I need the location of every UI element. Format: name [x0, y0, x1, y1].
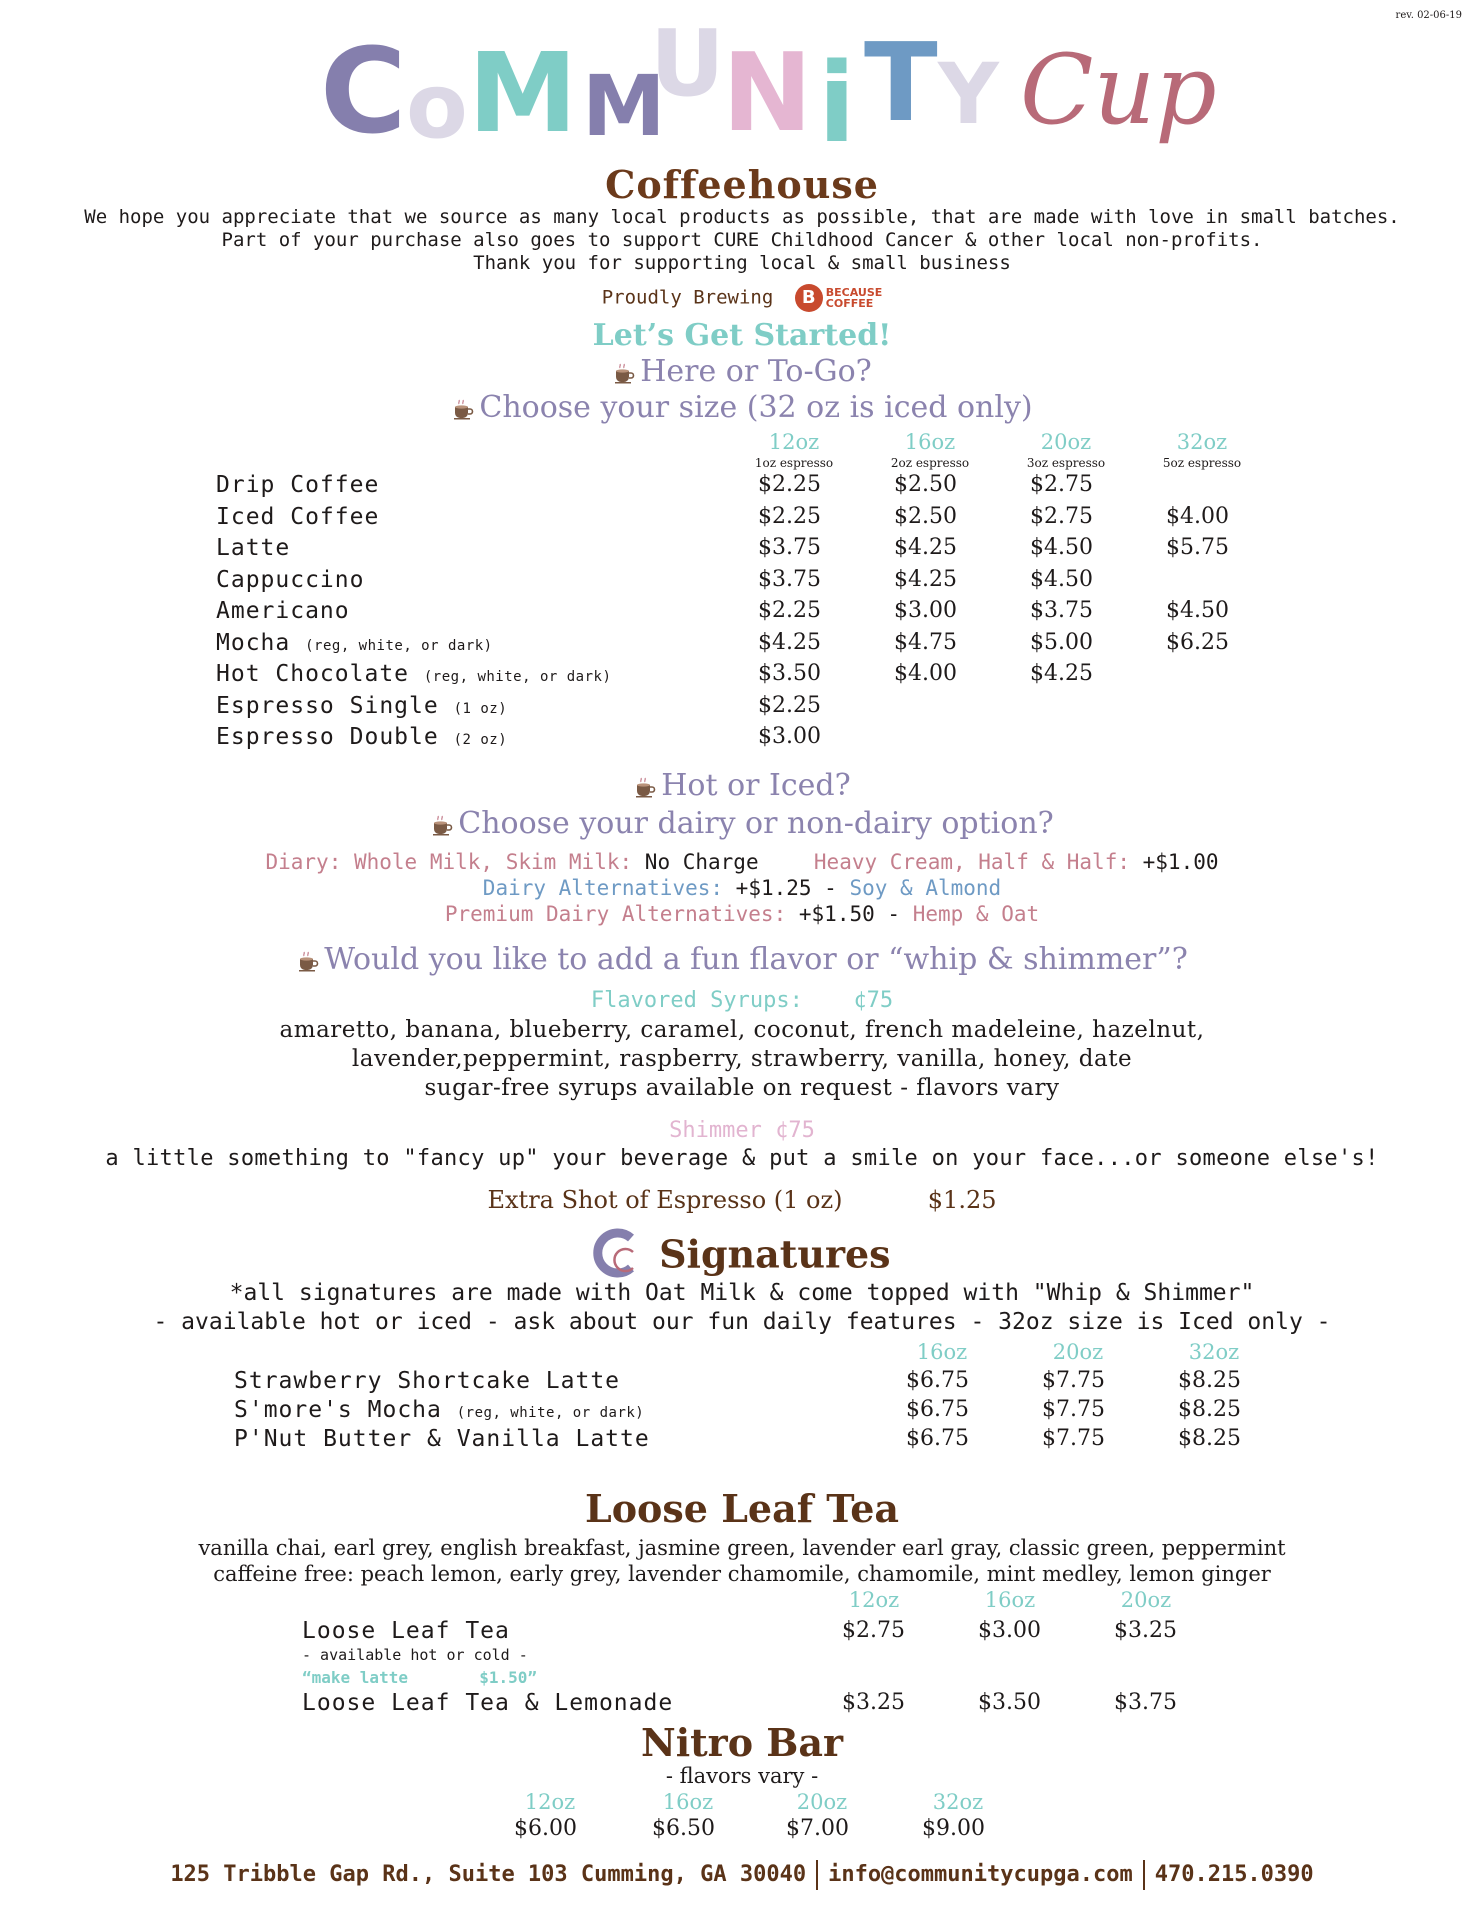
shimmer-heading: Shimmer ¢75: [669, 1118, 815, 1143]
coffee-price: $5.00: [1030, 629, 1093, 655]
coffee-price: $4.75: [894, 629, 957, 655]
footer-divider: [1143, 1860, 1145, 1890]
add-flavor-heading: [0, 942, 1484, 977]
nitro-bar-title: Nitro Bar: [640, 1720, 844, 1765]
coffee-price: $2.50: [894, 472, 957, 497]
coffee-item-name: [216, 661, 611, 687]
make-latte-note: [302, 1668, 537, 1687]
tea-price: $3.00: [978, 1618, 1041, 1643]
signature-size-header: 16oz: [916, 1340, 968, 1364]
tea-size-header: 16oz: [984, 1588, 1036, 1612]
signatures-heading: [0, 1226, 1484, 1282]
footer-divider: [816, 1860, 818, 1890]
tea-price: $3.25: [1114, 1618, 1177, 1643]
nitro-size-header: 32oz: [932, 1790, 984, 1814]
coffee-item-label: Cappuccino: [216, 566, 365, 593]
coffee-item-name: [216, 567, 364, 593]
flavor-list-line: lavender,peppermint, raspberry, strawberry, vanilla, honey, date: [351, 1046, 1133, 1072]
coffee-item-label: Latte: [216, 535, 291, 561]
tea-price: $3.50: [978, 1690, 1041, 1715]
flavored-syrups-label: Flavored Syrups:: [590, 988, 803, 1013]
signature-price: $6.75: [906, 1397, 969, 1422]
coffee-item-note: (reg, white, or dark): [305, 637, 493, 654]
coffee-item-name: [216, 693, 507, 719]
choose-size-text: Choose your size (32 oz is iced only): [479, 390, 1033, 425]
extra-shot-label: Extra Shot of Espresso (1 oz): [487, 1186, 843, 1214]
size-header: 20oz: [1040, 430, 1092, 454]
dairy-line-1: [0, 850, 1484, 874]
nitro-size-header: 16oz: [662, 1790, 714, 1814]
size-espresso-note: 3oz espresso: [1026, 456, 1106, 470]
hot-or-iced-heading: [0, 768, 1484, 803]
coffee-price: $2.25: [758, 692, 821, 718]
signatures-title: Signatures: [659, 1231, 891, 1277]
extra-shot-price: $1.25: [927, 1186, 997, 1214]
logo-letter: M: [582, 57, 666, 155]
signature-item-name: [234, 1426, 650, 1452]
because-coffee-mark: B: [795, 284, 823, 312]
dairy-alternatives-options: Soy & Almond: [849, 876, 1002, 900]
heavy-cream-price: +$1.00: [1142, 850, 1219, 874]
diary-label: Diary: Whole Milk, Skim Milk:: [265, 850, 633, 874]
signature-item-name: [234, 1397, 644, 1423]
logo-cup-word: Cup: [1020, 34, 1217, 146]
coffee-item-label: Mocha: [216, 629, 291, 656]
nitro-price: $6.50: [652, 1816, 715, 1841]
coffee-item-name: [216, 598, 350, 624]
size-header: 16oz: [904, 430, 956, 454]
coffee-item-label: Americano: [216, 598, 350, 624]
signature-item-note: (reg, white, or dark): [456, 1405, 645, 1421]
here-or-togo-text: Here or To-Go?: [640, 354, 872, 389]
intro-text: [0, 206, 1484, 275]
shimmer-description: a little something to "fancy up" your beverage & put a smile on your face...or someone else's!: [105, 1146, 1379, 1171]
flavor-list-line: sugar-free syrups available on request - flavors vary: [424, 1075, 1060, 1101]
signature-price: $7.75: [1042, 1397, 1105, 1422]
logo-letter: N: [722, 31, 813, 156]
footer-phone[interactable]: 470.215.0390: [1154, 1862, 1314, 1887]
coffee-price: $3.50: [758, 661, 821, 686]
logo-letter: M: [468, 29, 578, 157]
premium-alternatives-price: +$1.50 -: [798, 902, 901, 926]
brand-line: COFFEE: [825, 297, 874, 310]
logo-letter: i: [818, 39, 856, 167]
coffee-price: $2.50: [894, 503, 957, 529]
coffee-item-name: [216, 504, 379, 530]
size-header: 32oz: [1176, 430, 1228, 454]
intro-line: We hope you appreciate that we source as many local products as possible, that are made with love in small batches.: [84, 206, 1400, 228]
nitro-price: $7.00: [786, 1816, 849, 1841]
flavored-syrups-price: ¢75: [853, 988, 894, 1013]
tea-size-header: 20oz: [1120, 1588, 1172, 1612]
coffee-item-note: (2 oz): [453, 732, 508, 748]
logo-letter: Y: [938, 45, 999, 143]
size-espresso-note: 2oz espresso: [890, 456, 970, 470]
loose-leaf-tea-title: Loose Leaf Tea: [584, 1486, 900, 1531]
signature-price: $8.25: [1178, 1368, 1241, 1393]
tea-price: $3.75: [1114, 1690, 1177, 1715]
coffee-price: $5.75: [1166, 535, 1229, 560]
size-espresso-note: 1oz espresso: [754, 456, 834, 470]
tea-row-name: Loose Leaf Tea: [302, 1618, 510, 1644]
coffee-price: $2.25: [758, 503, 821, 529]
signature-item-label: Strawberry Shortcake Latte: [234, 1368, 621, 1394]
coffee-price: $4.50: [1030, 566, 1093, 592]
coffee-price: $4.25: [894, 566, 957, 592]
signature-size-header: 20oz: [1052, 1340, 1104, 1364]
coffee-price: $2.25: [758, 472, 821, 497]
coffee-cup-icon: [430, 813, 454, 837]
intro-line: Part of your purchase also goes to support CURE Childhood Cancer & other local non-profits.: [221, 229, 1263, 251]
footer-address: 125 Tribble Gap Rd., Suite 103 Cumming, GA 30040: [170, 1862, 807, 1887]
intro-line: Thank you for supporting local & small business: [473, 252, 1011, 274]
here-or-togo-heading: [0, 354, 1484, 389]
tea-size-header: 12oz: [848, 1588, 900, 1612]
signatures-note: - available hot or iced - ask about our fun daily features - 32oz size is Iced only -: [153, 1309, 1331, 1335]
size-espresso-note: 5oz espresso: [1162, 456, 1242, 470]
coffee-item-name: [216, 724, 507, 750]
signature-price: $7.75: [1042, 1368, 1105, 1393]
flavored-syrups-heading: [0, 988, 1484, 1013]
logo-letter: U: [650, 10, 725, 117]
hot-or-iced-text: Hot or Iced?: [661, 768, 851, 803]
dairy-line-3: [0, 902, 1484, 926]
premium-alternatives-label: Premium Dairy Alternatives:: [444, 902, 787, 926]
dairy-alternatives-price: +$1.25 -: [735, 876, 837, 900]
proudly-brewing: [0, 284, 1484, 312]
nitro-price: $9.00: [922, 1816, 985, 1841]
coffee-price: $4.00: [1166, 503, 1229, 529]
tea-price: $2.75: [842, 1618, 905, 1643]
page-title: Coffeehouse: [605, 162, 879, 207]
coffee-cup-icon: [451, 397, 475, 421]
nitro-size-header: 20oz: [796, 1790, 848, 1814]
coffee-price: $2.75: [1030, 503, 1093, 529]
signature-item-label: S'more's Mocha: [234, 1397, 442, 1423]
signature-price: $6.75: [906, 1368, 969, 1393]
add-flavor-text: Would you like to add a fun flavor or “whip & shimmer”?: [324, 942, 1188, 977]
tea-price: $3.25: [842, 1690, 905, 1715]
coffee-item-label: Hot Chocolate: [216, 661, 410, 687]
signature-item-name: [234, 1368, 620, 1394]
cc-monogram-icon: [593, 1226, 649, 1282]
signatures-note: *all signatures are made with Oat Milk & come topped with "Whip & Shimmer": [229, 1280, 1255, 1306]
coffee-item-label: Espresso Single: [216, 692, 439, 719]
signature-price: $8.25: [1178, 1426, 1241, 1451]
flavor-list-line: amaretto, banana, blueberry, caramel, coconut, french madeleine, hazelnut,: [279, 1017, 1205, 1043]
choose-dairy-text: Choose your dairy or non-dairy option?: [458, 806, 1054, 841]
signature-price: $6.75: [906, 1426, 969, 1451]
choose-dairy-heading: [0, 806, 1484, 841]
tea-availability-note: - available hot or cold -: [302, 1646, 528, 1664]
coffee-cup-icon: [612, 361, 636, 385]
coffee-price: $3.75: [758, 535, 821, 560]
footer-email[interactable]: info@communitycupga.com: [828, 1862, 1133, 1887]
coffee-price: $4.25: [758, 629, 821, 655]
coffee-price: $3.00: [894, 598, 957, 623]
coffee-item-name: [216, 630, 493, 656]
signature-item-label: P'Nut Butter & Vanilla Latte: [234, 1426, 650, 1452]
heavy-cream-label: Heavy Cream, Half & Half:: [813, 850, 1130, 874]
coffee-price: $3.75: [1030, 598, 1093, 623]
signature-size-header: 32oz: [1188, 1340, 1240, 1364]
nitro-size-header: 12oz: [524, 1790, 576, 1814]
dairy-alternatives-label: Dairy Alternatives:: [482, 876, 724, 900]
coffee-price: $4.25: [1030, 661, 1093, 686]
make-latte-label: “make latte: [302, 1668, 408, 1687]
nitro-price: $6.00: [514, 1816, 577, 1841]
footer-contact: [0, 1860, 1484, 1890]
premium-alternatives-options: Hemp & Oat: [912, 902, 1040, 926]
coffee-price: $6.25: [1166, 629, 1229, 655]
choose-size-heading: [0, 390, 1484, 425]
coffee-price: $4.00: [894, 661, 957, 686]
coffee-item-label: Drip Coffee: [216, 472, 380, 498]
coffee-price: $4.50: [1166, 598, 1229, 623]
coffee-price: $4.25: [894, 535, 957, 560]
coffee-cup-icon: [296, 949, 320, 973]
lets-get-started-heading: Let’s Get Started!: [592, 318, 892, 353]
coffee-item-note: (reg, white, or dark): [423, 669, 612, 685]
flavor-list: [0, 1016, 1484, 1103]
coffee-price: $3.75: [758, 566, 821, 592]
no-charge: No Charge: [644, 850, 759, 874]
coffee-item-note: (1 oz): [453, 700, 508, 717]
nitro-subtitle: - flavors vary -: [665, 1764, 819, 1788]
size-header: 12oz: [768, 430, 820, 454]
coffee-item-label: Iced Coffee: [216, 503, 380, 530]
revision-date: rev. 02-06-19: [1395, 10, 1462, 21]
dairy-line-2: [0, 876, 1484, 900]
extra-shot-line: [0, 1186, 1484, 1214]
coffee-price: $4.50: [1030, 535, 1093, 560]
make-latte-price: $1.50”: [479, 1668, 538, 1687]
logo-letter: C: [320, 22, 407, 160]
signature-price: $8.25: [1178, 1397, 1241, 1422]
coffee-price: $2.75: [1030, 472, 1093, 497]
coffee-item-name: [216, 472, 379, 498]
coffee-item-label: Espresso Double: [216, 724, 439, 750]
signature-price: $7.75: [1042, 1426, 1105, 1451]
logo-letter: T: [864, 21, 938, 146]
coffee-price: $2.25: [758, 598, 821, 623]
coffee-price: $3.00: [758, 724, 821, 749]
coffee-item-name: [216, 535, 290, 561]
because-coffee-logo: [795, 284, 883, 312]
coffee-cup-icon: [633, 775, 657, 799]
tea-caffeine-free-flavors: caffeine free: peach lemon, early grey, lavender chamomile, chamomile, mint medley, lemon ginger: [213, 1562, 1271, 1586]
logo-letter: o: [406, 54, 468, 159]
community-cup-logo: [320, 10, 1217, 168]
tea-flavors: vanilla chai, earl grey, english breakfast, jasmine green, lavender earl gray, classic green, peppermint: [198, 1536, 1286, 1560]
tea-row-name: Loose Leaf Tea & Lemonade: [302, 1690, 674, 1716]
brand-line: BECAUSE: [825, 286, 883, 299]
proudly-brewing-label: Proudly Brewing: [601, 286, 774, 309]
